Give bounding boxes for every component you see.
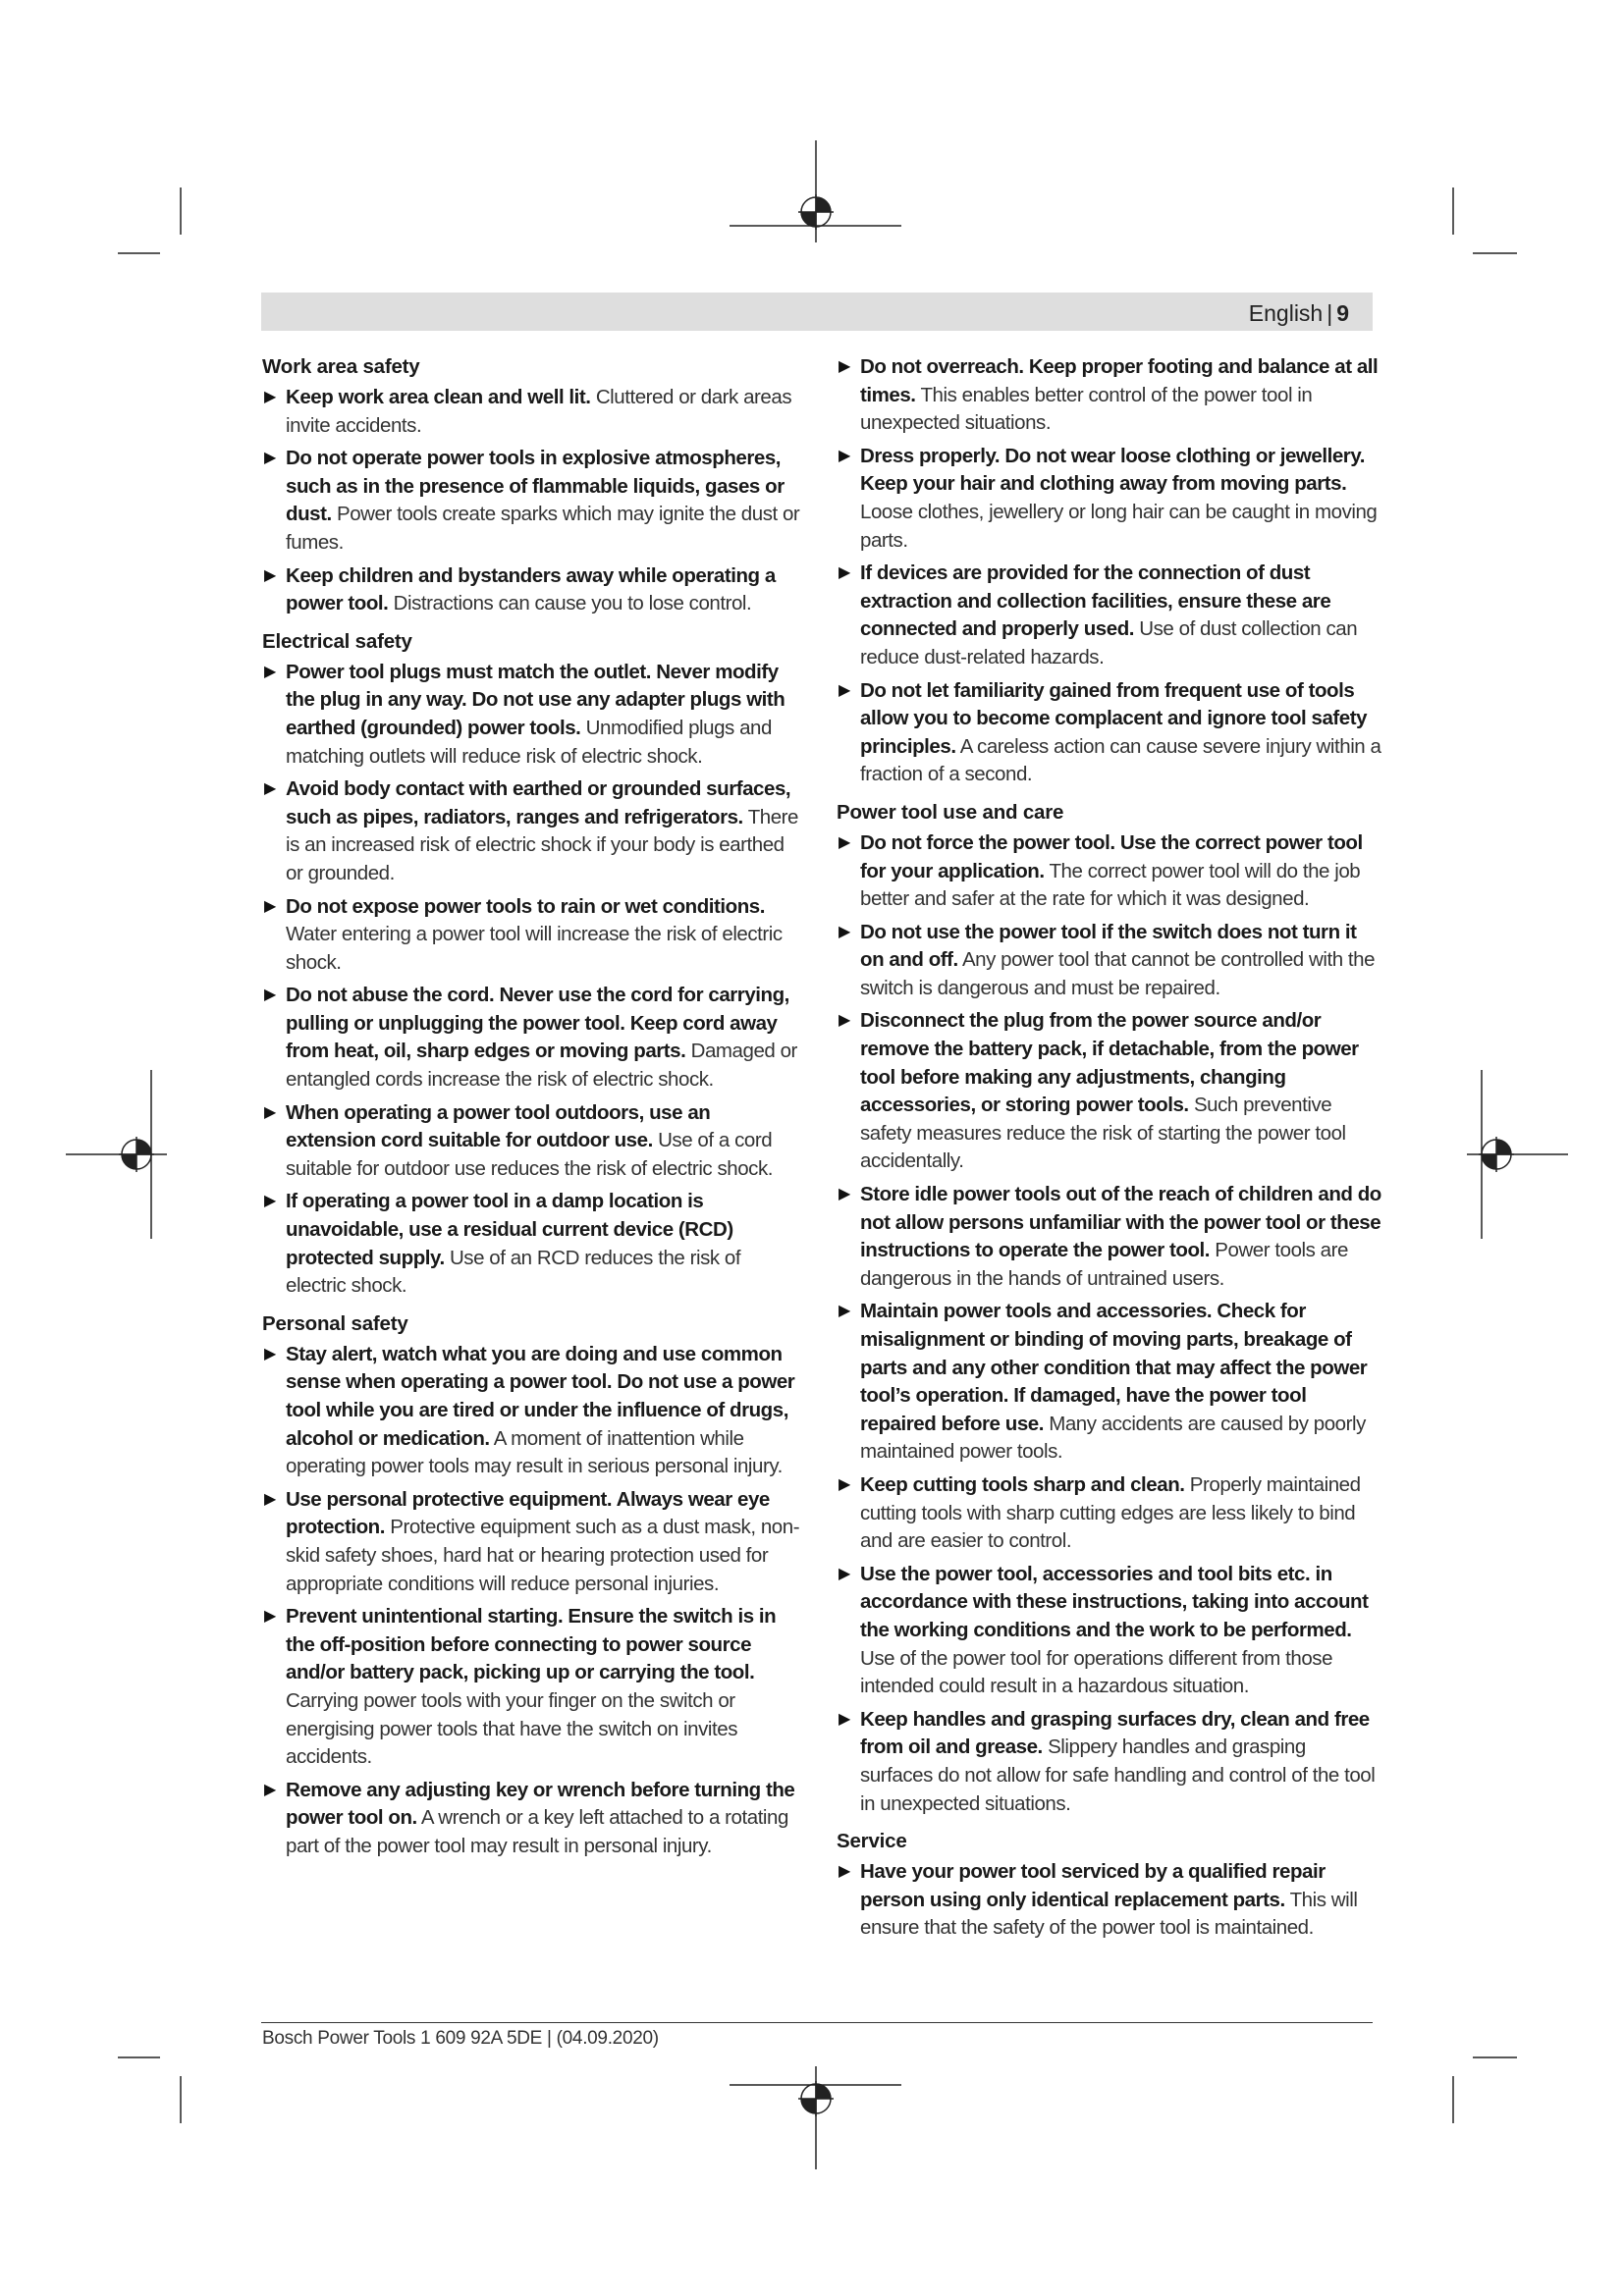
item-normal-text: Properly maintained cutting tools with sharp cutting edges are less likely to bind and are easier to control.	[860, 1472, 1361, 1553]
item-bold-text: Maintain power tools and accessories. Check for misalignment or binding of moving parts, breakage of parts and any other condition that may affect the power tool’s operation. If damaged, have the power tool repaired before use.	[860, 1300, 1368, 1435]
list-item	[837, 443, 1381, 555]
item-normal-text: Power tools are dangerous in the hands of untrained users.	[860, 1239, 1348, 1290]
list-item	[262, 775, 804, 887]
header-separator: |	[1326, 300, 1333, 326]
list-item	[262, 982, 804, 1094]
triangle-bullet-icon: ▶	[839, 681, 850, 699]
item-bold-text: Keep handles and grasping surfaces dry, clean and free from oil and grease.	[860, 1707, 1370, 1759]
registration-mark-icon	[730, 2066, 901, 2169]
registration-mark-icon	[66, 1070, 167, 1239]
item-normal-text: This enables better control of the power tool in unexpected situations.	[860, 383, 1313, 435]
registration-mark-icon	[730, 140, 901, 242]
list-item	[837, 677, 1381, 789]
item-normal-text: There is an increased risk of electric shock if your body is earthed or grounded.	[286, 805, 799, 884]
triangle-bullet-icon: ▶	[264, 1193, 276, 1210]
section-title: Work area safety	[262, 355, 420, 378]
item-normal-text: Use of an RCD reduces the risk of electric shock.	[286, 1246, 741, 1298]
list-item	[837, 919, 1381, 1003]
triangle-bullet-icon: ▶	[264, 1103, 276, 1121]
list-item	[837, 1007, 1381, 1176]
list-item	[262, 384, 804, 440]
item-bold-text: Keep work area clean and well lit.	[286, 386, 591, 408]
list-item	[837, 1561, 1381, 1701]
item-normal-text: Unmodified plugs and matching outlets will reduce risk of electric shock.	[286, 716, 772, 768]
item-bold-text: Remove any adjusting key or wrench before turning the power tool on.	[286, 1778, 795, 1830]
list-item	[837, 353, 1381, 438]
item-normal-text: The correct power tool will do the job better and safer at the rate for which it was designed.	[860, 859, 1361, 911]
item-bold-text: Store idle power tools out of the reach of children and do not allow persons unfamiliar with the power tool or these instructions to operate the power tool.	[860, 1183, 1381, 1262]
page-number: 9	[1336, 300, 1349, 326]
item-bold-text: Keep children and bystanders away while operating a power tool.	[286, 563, 776, 615]
list-item	[262, 1099, 804, 1184]
triangle-bullet-icon: ▶	[264, 1781, 276, 1798]
list-item	[837, 1181, 1381, 1293]
triangle-bullet-icon: ▶	[839, 923, 850, 940]
right-column	[837, 353, 1381, 1948]
triangle-bullet-icon: ▶	[264, 566, 276, 584]
page-header-text	[1249, 300, 1349, 327]
page-footer: Bosch Power Tools 1 609 92A 5DE | (04.09.2020)	[262, 2028, 659, 2049]
item-normal-text: Water entering a power tool will increase the risk of electric shock.	[286, 923, 783, 974]
list-item	[837, 1298, 1381, 1467]
triangle-bullet-icon: ▶	[264, 389, 276, 405]
item-normal-text: Any power tool that cannot be controlled with the switch is dangerous and must be repaired.	[860, 948, 1376, 999]
triangle-bullet-icon: ▶	[839, 1303, 850, 1320]
list-item	[262, 562, 804, 618]
item-bold-text: Do not force the power tool. Use the correct power tool for your application.	[860, 830, 1363, 882]
item-bold-text: Dress properly. Do not wear loose clothing or jewellery. Keep your hair and clothing away from moving parts.	[860, 444, 1366, 496]
item-normal-text: Loose clothes, jewellery or long hair can be caught in moving parts.	[860, 500, 1378, 552]
item-normal-text: A careless action can cause severe injury within a fraction of a second.	[860, 734, 1381, 786]
item-normal-text: Carrying power tools with your finger on the switch or energising power tools that have the switch on invites accidents.	[286, 1688, 738, 1769]
triangle-bullet-icon: ▶	[264, 663, 276, 680]
list-item	[262, 1603, 804, 1772]
list-item	[837, 1471, 1381, 1556]
list-item	[837, 1858, 1381, 1943]
triangle-bullet-icon: ▶	[839, 447, 850, 464]
item-bold-text: Power tool plugs must match the outlet. Never modify the plug in any way. Do not use any adapter plugs with earthed (grounded) power tools.	[286, 660, 785, 739]
triangle-bullet-icon: ▶	[839, 1186, 850, 1203]
item-bold-text: Disconnect the plug from the power source and/or remove the battery pack, if detachable, from the power tool before making any adjustments, changing accessories, or storing power tools.	[860, 1009, 1359, 1117]
list-item	[262, 1188, 804, 1300]
item-normal-text: Cluttered or dark areas invite accidents.	[286, 386, 792, 437]
item-bold-text: Prevent unintentional starting. Ensure the switch is in the off-position before connecting to power source and/or battery pack, picking up or carrying the tool.	[286, 1605, 777, 1684]
triangle-bullet-icon: ▶	[264, 780, 276, 798]
item-bold-text: Stay alert, watch what you are doing and use common sense when operating a power tool. Do not use a power tool while you are tired or under the influence of drugs, alcohol or medication.	[286, 1342, 795, 1450]
item-normal-text: Use of the power tool for operations different from those intended could result in a hazardous situation.	[860, 1646, 1333, 1698]
list-item	[837, 560, 1381, 671]
header-language: English	[1248, 300, 1324, 326]
item-bold-text: Have your power tool serviced by a qualified repair person using only identical replacement parts.	[860, 1860, 1326, 1911]
item-bold-text: Use the power tool, accessories and tool bits etc. in accordance with these instructions, taking into account the working conditions and the work to be performed.	[860, 1562, 1369, 1641]
page-header	[261, 293, 1373, 331]
triangle-bullet-icon: ▶	[264, 1490, 276, 1508]
item-normal-text: Use of dust collection can reduce dust-related hazards.	[860, 617, 1358, 668]
list-item	[262, 1777, 804, 1861]
item-normal-text: Use of a cord suitable for outdoor use reduces the risk of electric shock.	[286, 1129, 774, 1180]
list-item	[262, 1486, 804, 1598]
section-title: Personal safety	[262, 1311, 408, 1335]
triangle-bullet-icon: ▶	[264, 897, 276, 915]
triangle-bullet-icon: ▶	[264, 987, 276, 1004]
triangle-bullet-icon: ▶	[839, 833, 850, 851]
triangle-bullet-icon: ▶	[839, 358, 850, 375]
item-bold-text: If operating a power tool in a damp location is unavoidable, use a residual current device (RCD) protected supply.	[286, 1190, 733, 1269]
item-normal-text: Power tools create sparks which may ignite the dust or fumes.	[286, 503, 800, 554]
triangle-bullet-icon: ▶	[839, 1475, 850, 1493]
triangle-bullet-icon: ▶	[264, 1345, 276, 1362]
item-bold-text: Do not let familiarity gained from frequent use of tools allow you to become complacent and ignore tool safety principles.	[860, 678, 1368, 758]
section-title: Service	[837, 1830, 907, 1853]
item-normal-text: This will ensure that the safety of the power tool is maintained.	[860, 1888, 1358, 1940]
list-item	[262, 659, 804, 771]
item-normal-text: Many accidents are caused by poorly maintained power tools.	[860, 1412, 1366, 1464]
item-bold-text: Do not expose power tools to rain or wet conditions.	[286, 894, 765, 918]
left-column	[262, 353, 804, 1866]
item-normal-text: Slippery handles and grasping surfaces do not allow for safe handling and control of the tool in unexpected situations.	[860, 1735, 1376, 1815]
item-bold-text: Do not operate power tools in explosive atmospheres, such as in the presence of flammable liquids, gases or dust.	[286, 447, 785, 526]
section-title: Electrical safety	[262, 629, 412, 653]
triangle-bullet-icon: ▶	[839, 1863, 850, 1881]
triangle-bullet-icon: ▶	[839, 1565, 850, 1582]
triangle-bullet-icon: ▶	[839, 1012, 850, 1030]
list-item	[837, 829, 1381, 914]
footer-rule	[261, 2022, 1373, 2023]
list-item	[262, 445, 804, 557]
item-normal-text: Damaged or entangled cords increase the risk of electric shock.	[286, 1040, 797, 1092]
triangle-bullet-icon: ▶	[839, 1710, 850, 1728]
item-bold-text: Use personal protective equipment. Always wear eye protection.	[286, 1487, 770, 1539]
item-bold-text: If devices are provided for the connection of dust extraction and collection facilities, ensure these are connected and properly used.	[860, 561, 1331, 641]
item-bold-text: Do not overreach. Keep proper footing and balance at all times.	[860, 355, 1379, 406]
triangle-bullet-icon: ▶	[839, 564, 850, 582]
list-item	[262, 1341, 804, 1481]
item-normal-text: A moment of inattention while operating power tools may result in serious personal injury.	[286, 1426, 783, 1478]
item-bold-text: Do not use the power tool if the switch does not turn it on and off.	[860, 920, 1357, 972]
triangle-bullet-icon: ▶	[264, 450, 276, 467]
item-normal-text: Protective equipment such as a dust mask, non-skid safety shoes, hard hat or hearing protection used for appropriate conditions will reduce personal injuries.	[286, 1516, 800, 1595]
item-bold-text: Keep cutting tools sharp and clean.	[860, 1472, 1185, 1496]
item-normal-text: A wrench or a key left attached to a rotating part of the power tool may result in personal injury.	[286, 1806, 788, 1857]
item-bold-text: Avoid body contact with earthed or grounded surfaces, such as pipes, radiators, ranges and refrigerators.	[286, 777, 791, 828]
item-bold-text: When operating a power tool outdoors, use an extension cord suitable for outdoor use.	[286, 1100, 711, 1152]
list-item	[837, 1706, 1381, 1818]
item-normal-text: Distractions can cause you to lose control.	[393, 592, 752, 615]
item-normal-text: Such preventive safety measures reduce the risk of starting the power tool accidentally.	[860, 1094, 1346, 1173]
section-title: Power tool use and care	[837, 800, 1064, 824]
item-bold-text: Do not abuse the cord. Never use the cord for carrying, pulling or unplugging the power tool. Keep cord away from heat, oil, sharp edges or moving parts.	[286, 984, 789, 1063]
list-item	[262, 893, 804, 978]
triangle-bullet-icon: ▶	[264, 1608, 276, 1626]
